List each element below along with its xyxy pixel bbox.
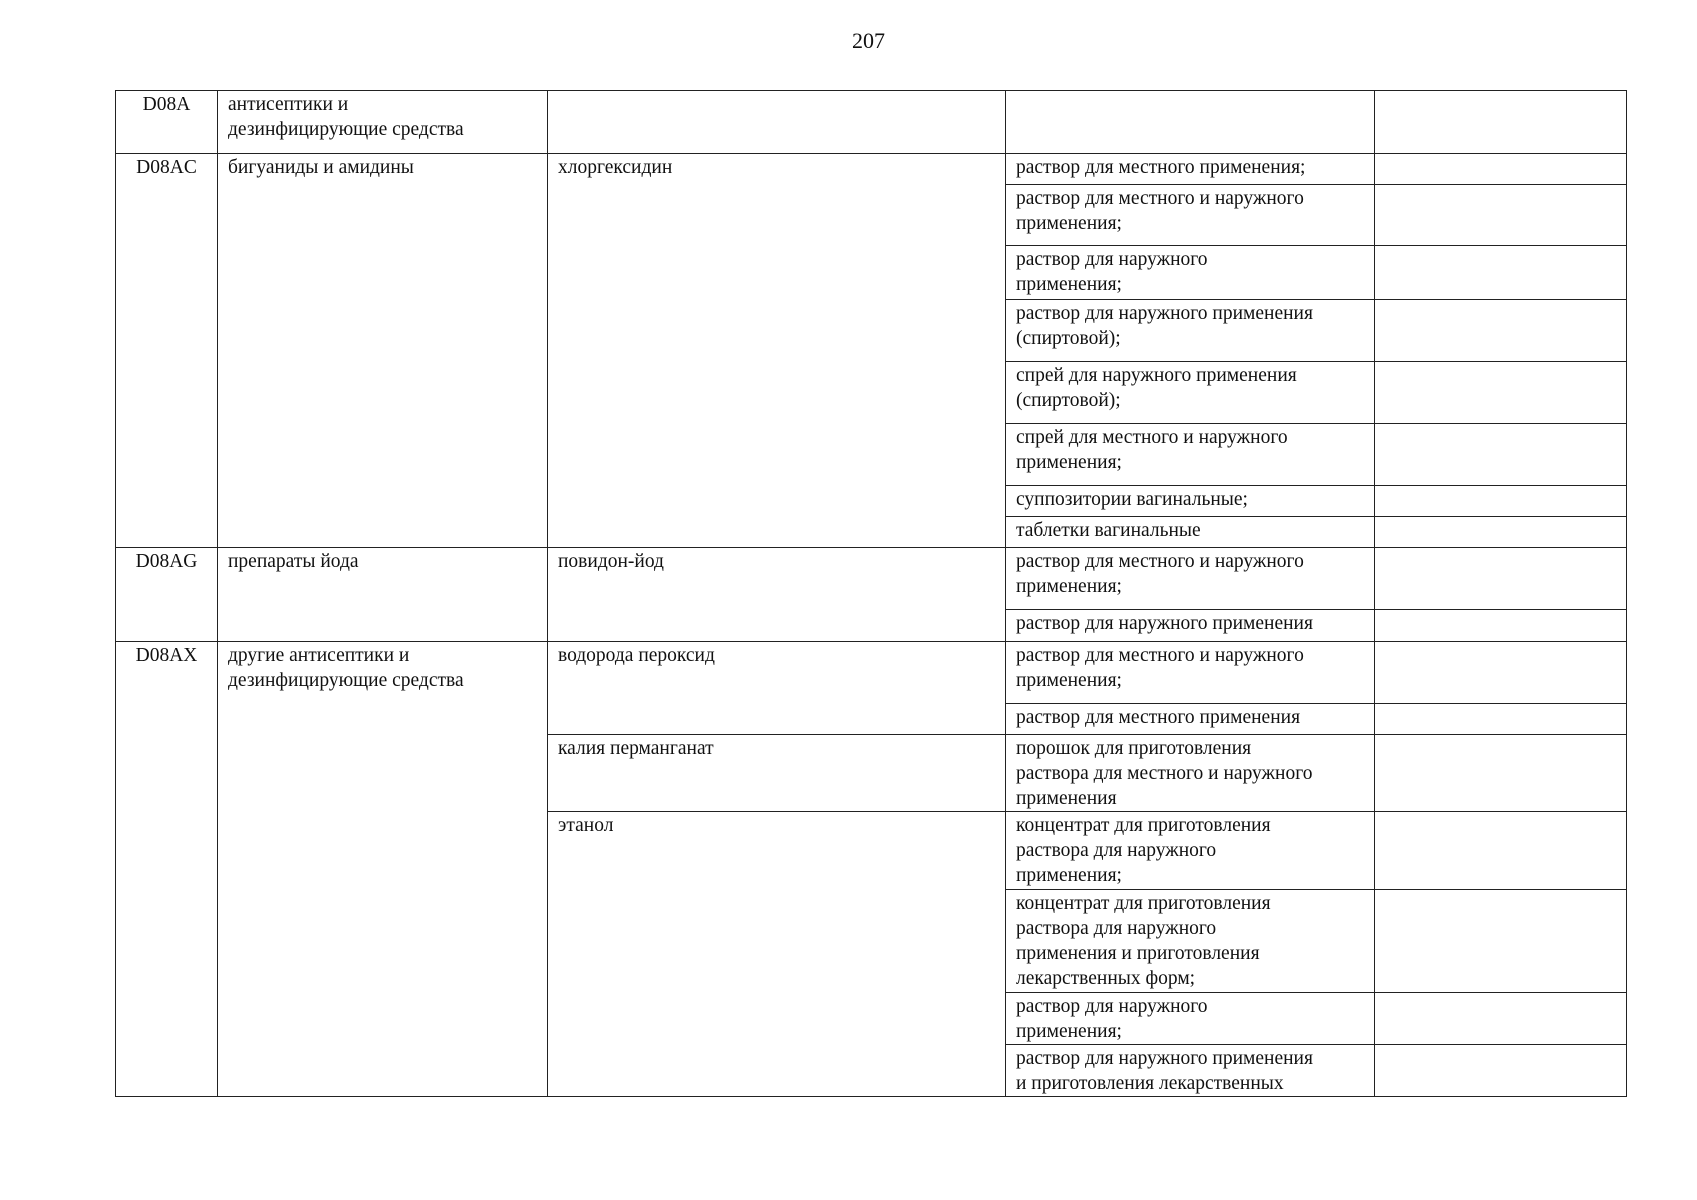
extra-cell (1375, 362, 1627, 424)
extra-cell (1375, 486, 1627, 517)
group-name-cell: препараты йода (218, 548, 548, 642)
table-row (116, 154, 1627, 185)
dosage-form-cell: раствор для наружного применения (спиртовой); (1006, 300, 1375, 362)
extra-cell (1375, 812, 1627, 890)
extra-cell (1375, 642, 1627, 704)
dosage-form-cell: таблетки вагинальные (1006, 517, 1375, 548)
dosage-form-cell: порошок для приготовления раствора для местного и наружного применения (1006, 735, 1375, 812)
dosage-form-cell: раствор для местного и наружного применения; (1006, 185, 1375, 246)
extra-cell (1375, 154, 1627, 185)
extra-cell (1375, 610, 1627, 642)
group-name-cell: другие антисептики и дезинфицирующие средства (218, 642, 548, 1097)
atc-code-cell: D08AX (116, 642, 218, 1097)
extra-cell (1375, 300, 1627, 362)
extra-cell (1375, 517, 1627, 548)
drug-name-cell: водорода пероксид (548, 642, 1006, 735)
drug-name-cell: калия перманганат (548, 735, 1006, 812)
extra-cell (1375, 548, 1627, 610)
dosage-form-cell: раствор для местного и наружного применения; (1006, 548, 1375, 610)
drug-name-cell: повидон-йод (548, 548, 1006, 642)
dosage-form-cell (1006, 91, 1375, 154)
group-name-cell: антисептики и дезинфицирующие средства (218, 91, 548, 154)
extra-cell (1375, 91, 1627, 154)
dosage-form-cell: раствор для наружного применения и приготовления лекарственных (1006, 1045, 1375, 1097)
extra-cell (1375, 246, 1627, 300)
dosage-form-cell: раствор для наружного применения; (1006, 993, 1375, 1045)
atc-code-cell: D08A (116, 91, 218, 154)
dosage-form-cell: раствор для наружного применения; (1006, 246, 1375, 300)
extra-cell (1375, 890, 1627, 993)
extra-cell (1375, 704, 1627, 735)
extra-cell (1375, 1045, 1627, 1097)
table-row (116, 642, 1627, 704)
extra-cell (1375, 185, 1627, 246)
drug-name-cell: хлоргексидин (548, 154, 1006, 548)
medicines-table (115, 90, 1627, 1097)
extra-cell (1375, 993, 1627, 1045)
dosage-form-cell: раствор для местного применения; (1006, 154, 1375, 185)
group-name-cell: бигуаниды и амидины (218, 154, 548, 548)
dosage-form-cell: раствор для наружного применения (1006, 610, 1375, 642)
drug-name-cell (548, 91, 1006, 154)
dosage-form-cell: раствор для местного и наружного применения; (1006, 642, 1375, 704)
extra-cell (1375, 735, 1627, 812)
dosage-form-cell: спрей для наружного применения (спиртовой); (1006, 362, 1375, 424)
dosage-form-cell: концентрат для приготовления раствора для наружного применения и приготовления лекарственных форм; (1006, 890, 1375, 993)
page-number: 207 (852, 28, 885, 53)
dosage-form-cell: раствор для местного применения (1006, 704, 1375, 735)
dosage-form-cell: концентрат для приготовления раствора для наружного применения; (1006, 812, 1375, 890)
extra-cell (1375, 424, 1627, 486)
atc-code-cell: D08AC (116, 154, 218, 548)
table-row (116, 91, 1627, 154)
table-row (116, 548, 1627, 610)
dosage-form-cell: спрей для местного и наружного применения; (1006, 424, 1375, 486)
dosage-form-cell: суппозитории вагинальные; (1006, 486, 1375, 517)
atc-code-cell: D08AG (116, 548, 218, 642)
drug-name-cell: этанол (548, 812, 1006, 1097)
